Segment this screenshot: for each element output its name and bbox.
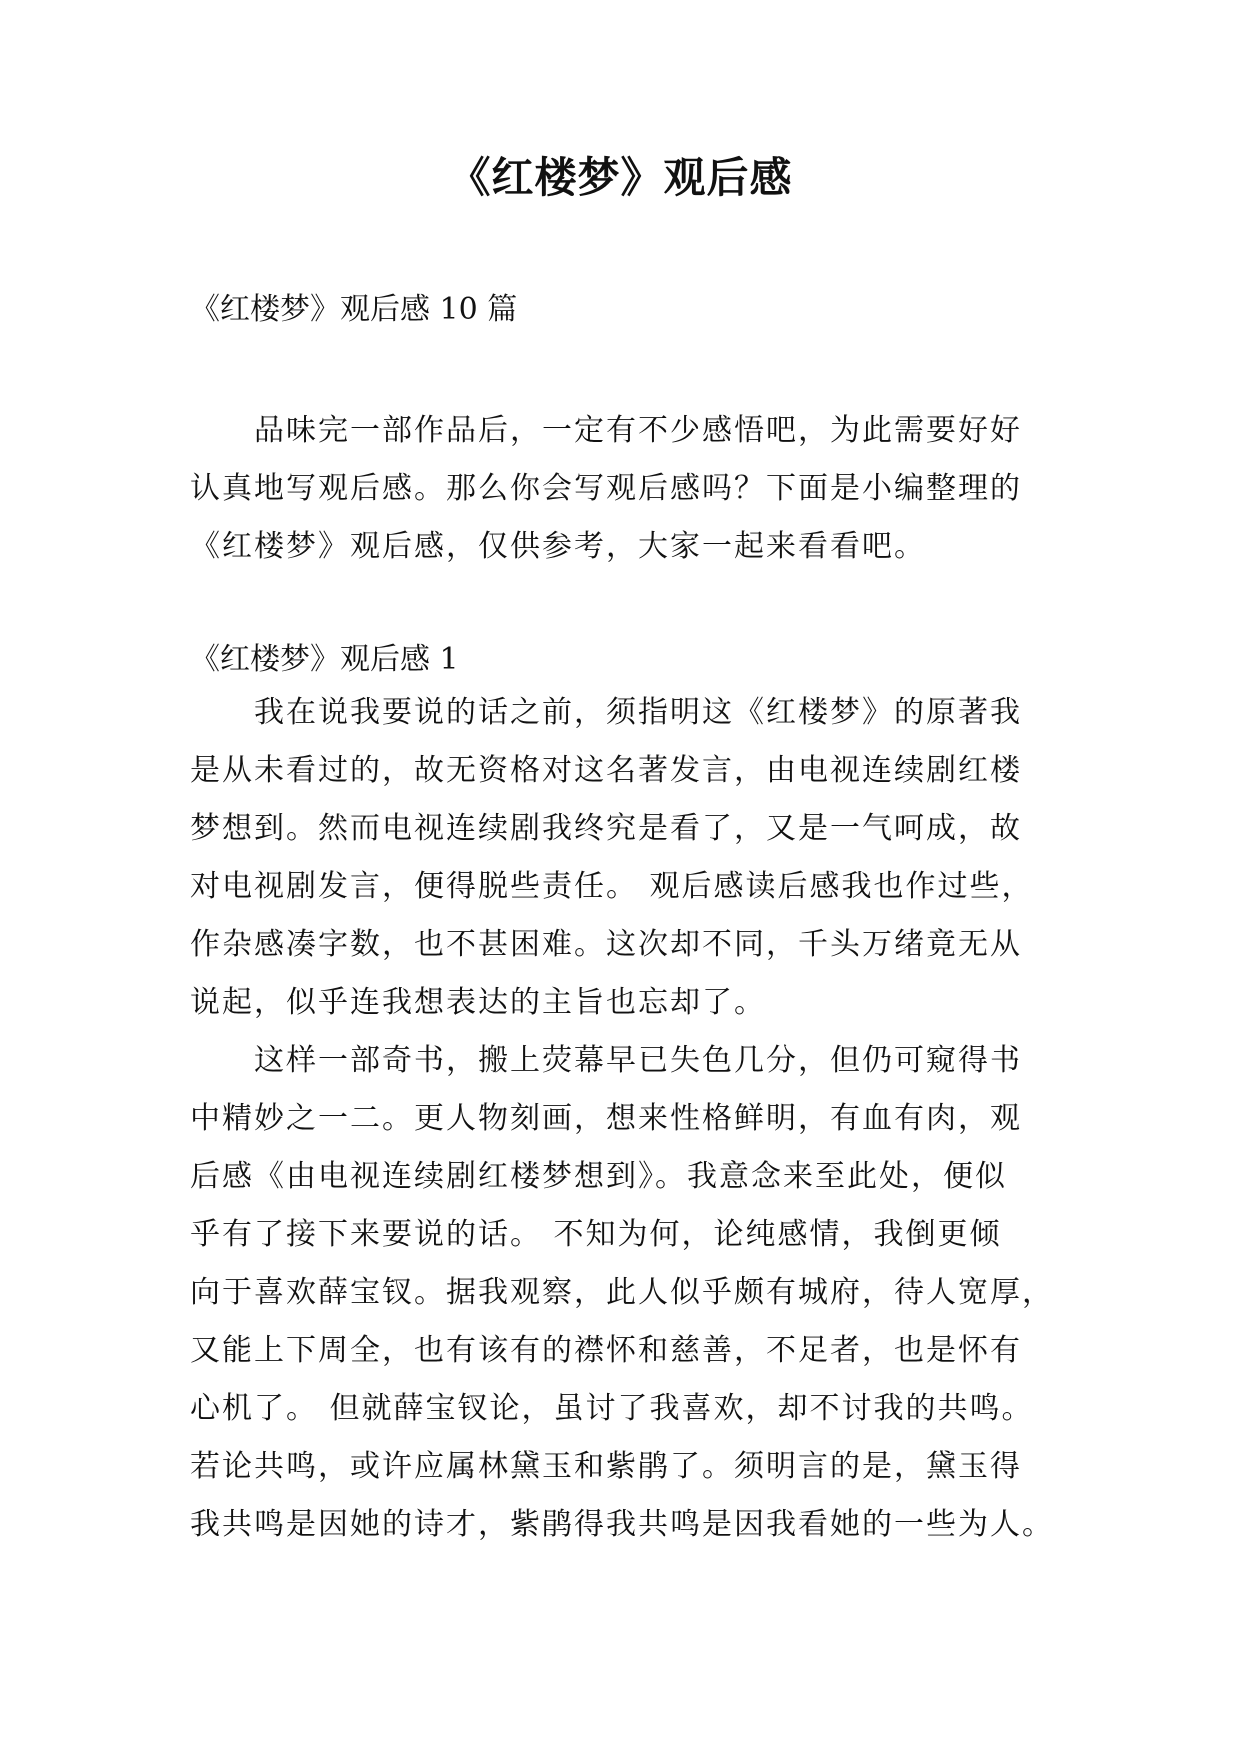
text-line: 作杂感凑字数，也不甚困难。这次却不同，千头万绪竟无从 bbox=[190, 927, 1022, 962]
text-line: 认真地写观后感。那么你会写观后感吗？下面是小编整理的 bbox=[190, 471, 1022, 506]
text-line: 说起，似乎连我想表达的主旨也忘却了。 bbox=[190, 985, 766, 1020]
document-subtitle: 《红楼梦》观后感 10 篇 bbox=[190, 292, 518, 327]
text-line: 我在说我要说的话之前，须指明这《红楼梦》的原著我 bbox=[254, 695, 1022, 730]
text-line: 是从未看过的，故无资格对这名著发言，由电视连续剧红楼 bbox=[190, 753, 1022, 788]
text-line: 向于喜欢薛宝钗。据我观察，此人似乎颇有城府，待人宽厚， bbox=[190, 1275, 1054, 1310]
text-line: 心机了。 但就薛宝钗论，虽讨了我喜欢，却不讨我的共鸣。 bbox=[190, 1391, 1034, 1426]
section-heading: 《红楼梦》观后感 1 bbox=[190, 642, 459, 677]
page-title: 《红楼梦》观后感 bbox=[448, 153, 793, 202]
text-line: 梦想到。然而电视连续剧我终究是看了，又是一气呵成，故 bbox=[190, 811, 1022, 846]
text-line: 又能上下周全，也有该有的襟怀和慈善，不足者，也是怀有 bbox=[190, 1333, 1022, 1368]
text-line: 我共鸣是因她的诗才，紫鹃得我共鸣是因我看她的一些为人。 bbox=[190, 1507, 1054, 1542]
text-line: 乎有了接下来要说的话。 不知为何，论纯感情，我倒更倾 bbox=[190, 1217, 1002, 1252]
body-paragraph-2 bbox=[190, 1032, 1054, 1554]
text-line: 若论共鸣，或许应属林黛玉和紫鹃了。须明言的是，黛玉得 bbox=[190, 1449, 1022, 1484]
body-paragraph-1 bbox=[190, 684, 1050, 1032]
text-line: 后感《由电视连续剧红楼梦想到》。我意念来至此处，便似 bbox=[190, 1159, 1007, 1194]
intro-paragraph bbox=[190, 402, 1050, 576]
text-line: 对电视剧发言，便得脱些责任。 观后感读后感我也作过些， bbox=[190, 869, 1034, 904]
text-line: 品味完一部作品后，一定有不少感悟吧，为此需要好好 bbox=[254, 413, 1022, 448]
text-line: 这样一部奇书，搬上荧幕早已失色几分，但仍可窥得书 bbox=[254, 1043, 1022, 1078]
text-line: 《红楼梦》观后感，仅供参考，大家一起来看看吧。 bbox=[190, 529, 926, 564]
text-line: 中精妙之一二。更人物刻画，想来性格鲜明，有血有肉，观 bbox=[190, 1101, 1022, 1136]
